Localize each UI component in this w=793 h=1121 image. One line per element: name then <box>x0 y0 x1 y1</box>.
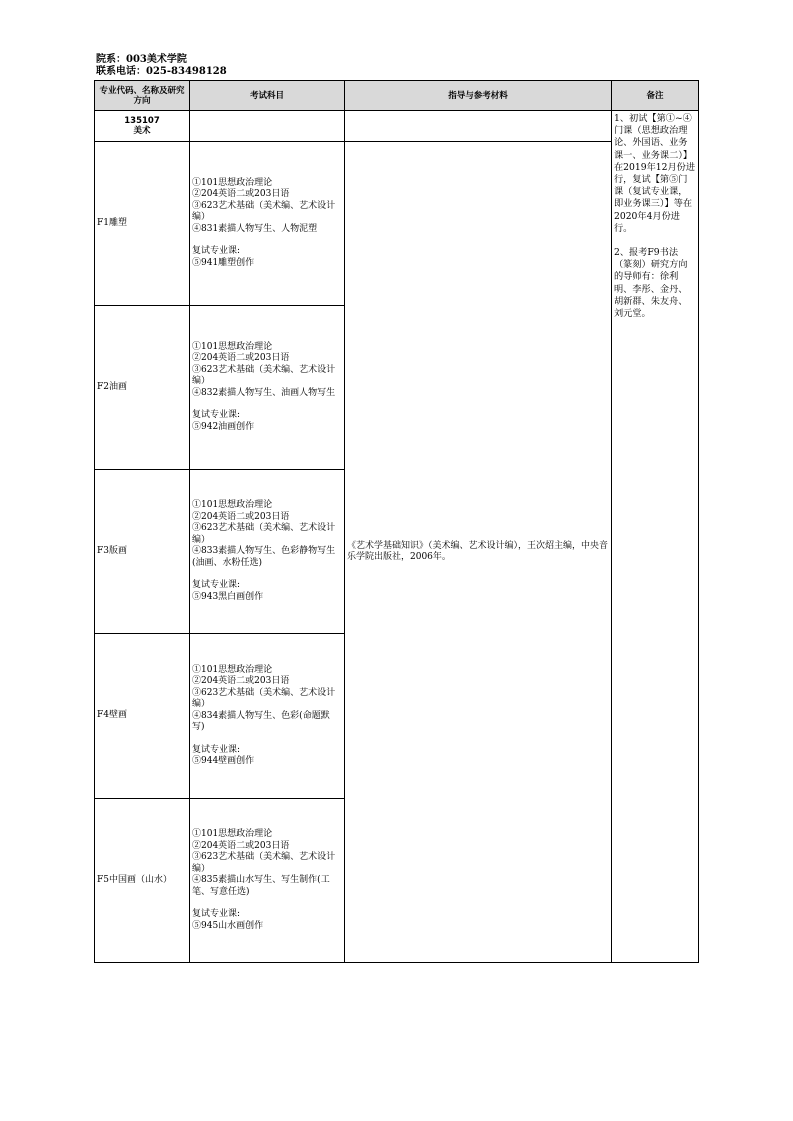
retest-subject: ⑤945山水画创作 <box>192 920 264 931</box>
direction-name: F5中国画（山水） <box>95 799 190 963</box>
subject-line: ③623艺术基础（美术编、艺术设计编） <box>192 687 336 709</box>
direction-name: F3版画 <box>95 470 190 634</box>
retest-label: 复试专业课: <box>192 580 241 590</box>
retest-subject: ⑤944壁画创作 <box>192 756 255 766</box>
col-header-reference: 指导与参考材料 <box>345 81 612 111</box>
notes-cell <box>612 111 699 963</box>
table-row <box>95 142 699 306</box>
subjects-cell <box>190 142 345 306</box>
subject-line: ④835素描山水写生、写生制作(工笔、写意任选) <box>192 875 330 897</box>
subject-line: ②204英语二或203日语 <box>192 189 290 200</box>
subject-line: ③623艺术基础（美术编、艺术设计编） <box>192 364 336 387</box>
retest-label: 复试专业课: <box>192 744 241 755</box>
retest-label: 复试专业课: <box>192 909 241 919</box>
subject-line: ②204英语二或203日语 <box>192 353 290 364</box>
direction-name: F4壁画 <box>95 634 190 799</box>
subject-line: ④833素描人物写生、色彩静物写生(油画、水粉任选) <box>192 546 336 568</box>
col-header-subjects: 考试科目 <box>190 81 345 111</box>
subject-line: ②204英语二或203日语 <box>192 840 290 851</box>
subject-line: ③623艺术基础（美术编、艺术设计编） <box>192 523 336 545</box>
subject-line: ③623艺术基础（美术编、艺术设计编） <box>192 200 336 223</box>
major-reference-empty <box>345 111 612 142</box>
major-code: 135107 <box>124 116 160 126</box>
major-subjects-empty <box>190 111 345 142</box>
admission-table <box>94 80 699 963</box>
col-header-major: 专业代码、名称及研究方向 <box>95 81 190 111</box>
major-name: 美术 <box>133 126 151 136</box>
subject-line: ②204英语二或203日语 <box>192 676 290 686</box>
subjects-cell <box>190 799 345 963</box>
retest-subject: ⑤941雕塑创作 <box>192 257 255 268</box>
direction-name: F2油画 <box>95 306 190 470</box>
subject-line: ①101思想政治理论 <box>192 664 273 675</box>
major-cell <box>95 111 190 142</box>
subject-line: ①101思想政治理论 <box>192 177 273 188</box>
major-row <box>95 111 699 142</box>
retest-label: 复试专业课: <box>192 410 241 421</box>
subject-line: ④834素描人物写生、色彩(命题默写) <box>192 710 330 732</box>
phone-label: 联系电话：025-83498128 <box>96 66 227 77</box>
retest-subject: ⑤942油画创作 <box>192 421 255 432</box>
subject-line: ①101思想政治理论 <box>192 500 273 510</box>
retest-subject: ⑤943黑白画创作 <box>192 591 264 602</box>
subject-line: ①101思想政治理论 <box>192 341 273 352</box>
subject-line: ④831素描人物写生、人物泥塑 <box>192 223 318 234</box>
subjects-cell <box>190 634 345 799</box>
department-label: 院系：003美术学院 <box>96 54 187 65</box>
retest-label: 复试专业课: <box>192 246 241 257</box>
subject-line: ③623艺术基础（美术编、艺术设计编） <box>192 852 336 874</box>
direction-name: F1雕塑 <box>95 142 190 306</box>
subject-line: ①101思想政治理论 <box>192 829 273 839</box>
note-2: 2、报考F9书法（篆刻）研究方向的导师有：徐利明、李彤、金丹、胡新群、朱友舟、刘元堂。 <box>614 247 688 320</box>
note-1: 1、初试【第①~④门课（思想政治理论、外国语、业务课一、业务课二）】在2019年12月份进行，复试【第⑤门课（复试专业课，即业务课三）】等在2020年4月份进行。 <box>614 113 696 234</box>
subjects-cell <box>190 306 345 470</box>
subject-line: ②204英语二或203日语 <box>192 511 290 522</box>
subjects-cell <box>190 470 345 634</box>
reference-cell: 《艺术学基础知识》（美术编、艺术设计编），王次炤主编，中央音乐学院出版社，2006年。 <box>345 142 612 963</box>
col-header-notes: 备注 <box>612 81 699 111</box>
header-row <box>95 81 699 111</box>
subject-line: ④832素描人物写生、油画人物写生 <box>192 387 336 398</box>
